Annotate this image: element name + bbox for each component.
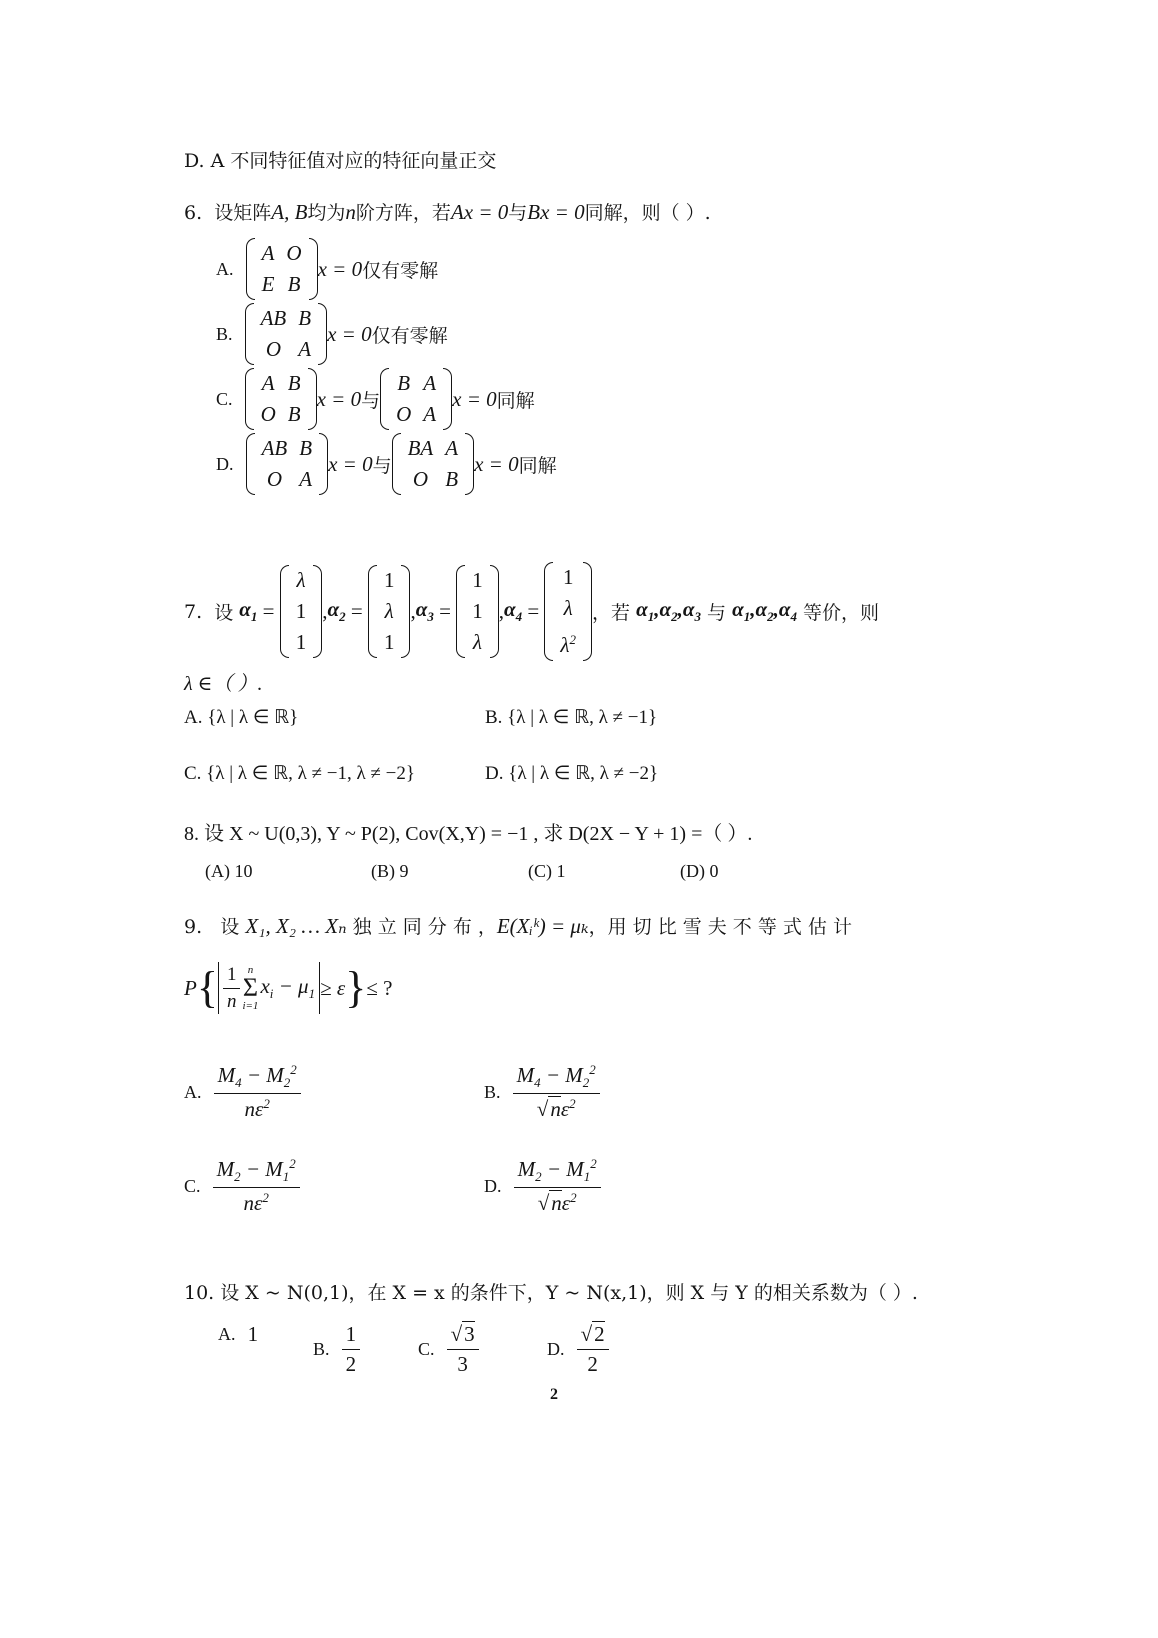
q9-option-c: C. $\frac{M_2 - M_1^2}{n\varepsilon^2}$ — [184, 1156, 300, 1216]
q8-option-d: (D) 0 — [680, 861, 719, 881]
q5-option-d: D. A 不同特征值对应的特征向量正交 — [184, 150, 497, 172]
q9-option-a: A. $\frac{M_4 - M_2^2}{n\varepsilon^2}$ — [184, 1062, 301, 1122]
q9-option-b: B. $\frac{M_4 - M_2^2}{√n\varepsilon^2}$ — [484, 1062, 600, 1122]
vector-alpha1: λ 1 1 — [280, 565, 323, 658]
matrix: AB B O A — [245, 303, 327, 365]
q6-stem: 6. 设矩阵A, B均为n阶方阵，若Ax = 0与Bx = 0同解，则（ ）. — [184, 200, 711, 224]
matrix: B A O A — [380, 368, 452, 430]
q9-probability-expr: P { $\frac{1}{n}$ n Σ i=1 $x_i - \mu_1$ ≥ ε } ≤ ? — [184, 963, 393, 1012]
q10-stem: 10. 设 X ~ N(0,1)，在 X = x 的条件下，Y ~ N(x,1)，则 X 与 Y 的相关系数为（ ）. — [184, 1282, 918, 1304]
q8-stem: 8. 设 X ~ U(0,3), Y ~ P(2), Cov(X,Y) = −1 , 求 D(2X − Y + 1) =（ ）. — [184, 823, 753, 845]
q8-option-a: (A) 10 — [205, 861, 253, 881]
matrix: BA A O B — [392, 433, 474, 495]
q7-line2: λ ∈（ ）. — [184, 673, 263, 695]
vector-alpha4: 1 λ $\lambda^2$ — [544, 562, 592, 661]
q6-option-b: B. AB B O A x = 0 仅有零解 — [216, 303, 448, 365]
q10-option-a: A. 1 — [218, 1322, 259, 1346]
q7-option-a: A. {λ | λ ∈ ℝ} — [184, 707, 299, 728]
q10-option-d: D. $\frac{√2}{2}$ — [547, 1322, 609, 1377]
page-number: 2 — [550, 1386, 558, 1403]
q7-stem: 7. 设 $\alpha_1$ = λ 1 1 , $\alpha_2$ = 1 λ 1 , $\alpha_3$ = 1 1 λ , $\alpha_4$ = 1 λ $\lambda^2$ ，若 $\alpha_1,\alpha_2,\alpha_3$ 与 $\alpha_1,\alpha_2,\alpha_4$ 等价，则 — [184, 562, 879, 661]
q7-option-b: B. {λ | λ ∈ ℝ, λ ≠ −1} — [485, 707, 658, 728]
matrix: A B O B — [245, 368, 317, 430]
q6-option-a: A. A O E B x = 0 仅有零解 — [216, 238, 438, 300]
q6-option-c: C. A B O B x = 0 与 B A O A x = 0 同解 — [216, 368, 535, 430]
matrix: A O E B — [246, 238, 318, 300]
q10-option-c: C. $\frac{√3}{3}$ — [418, 1322, 479, 1377]
q9-option-d: D. $\frac{M_2 - M_1^2}{√n\varepsilon^2}$ — [484, 1156, 601, 1216]
q8-option-c: (C) 1 — [528, 861, 566, 881]
q7-option-d: D. {λ | λ ∈ ℝ, λ ≠ −2} — [485, 763, 659, 784]
q8-option-b: (B) 9 — [371, 861, 409, 881]
vector-alpha2: 1 λ 1 — [368, 565, 411, 658]
q7-option-c: C. {λ | λ ∈ ℝ, λ ≠ −1, λ ≠ −2} — [184, 763, 415, 784]
q9-stem: 9. 设 X₁, X₂ … Xₙ 独 立 同 分 布 ，E(Xᵢᵏ) = μₖ，用 切 比 雪 夫 不 等 式 估 计 — [184, 914, 852, 938]
q6-option-d: D. AB B O A x = 0 与 BA A O B x = 0 同解 — [216, 433, 557, 495]
matrix: AB B O A — [246, 433, 328, 495]
vector-alpha3: 1 1 λ — [456, 565, 499, 658]
q10-option-b: B. $\frac{1}{2}$ — [313, 1322, 360, 1377]
